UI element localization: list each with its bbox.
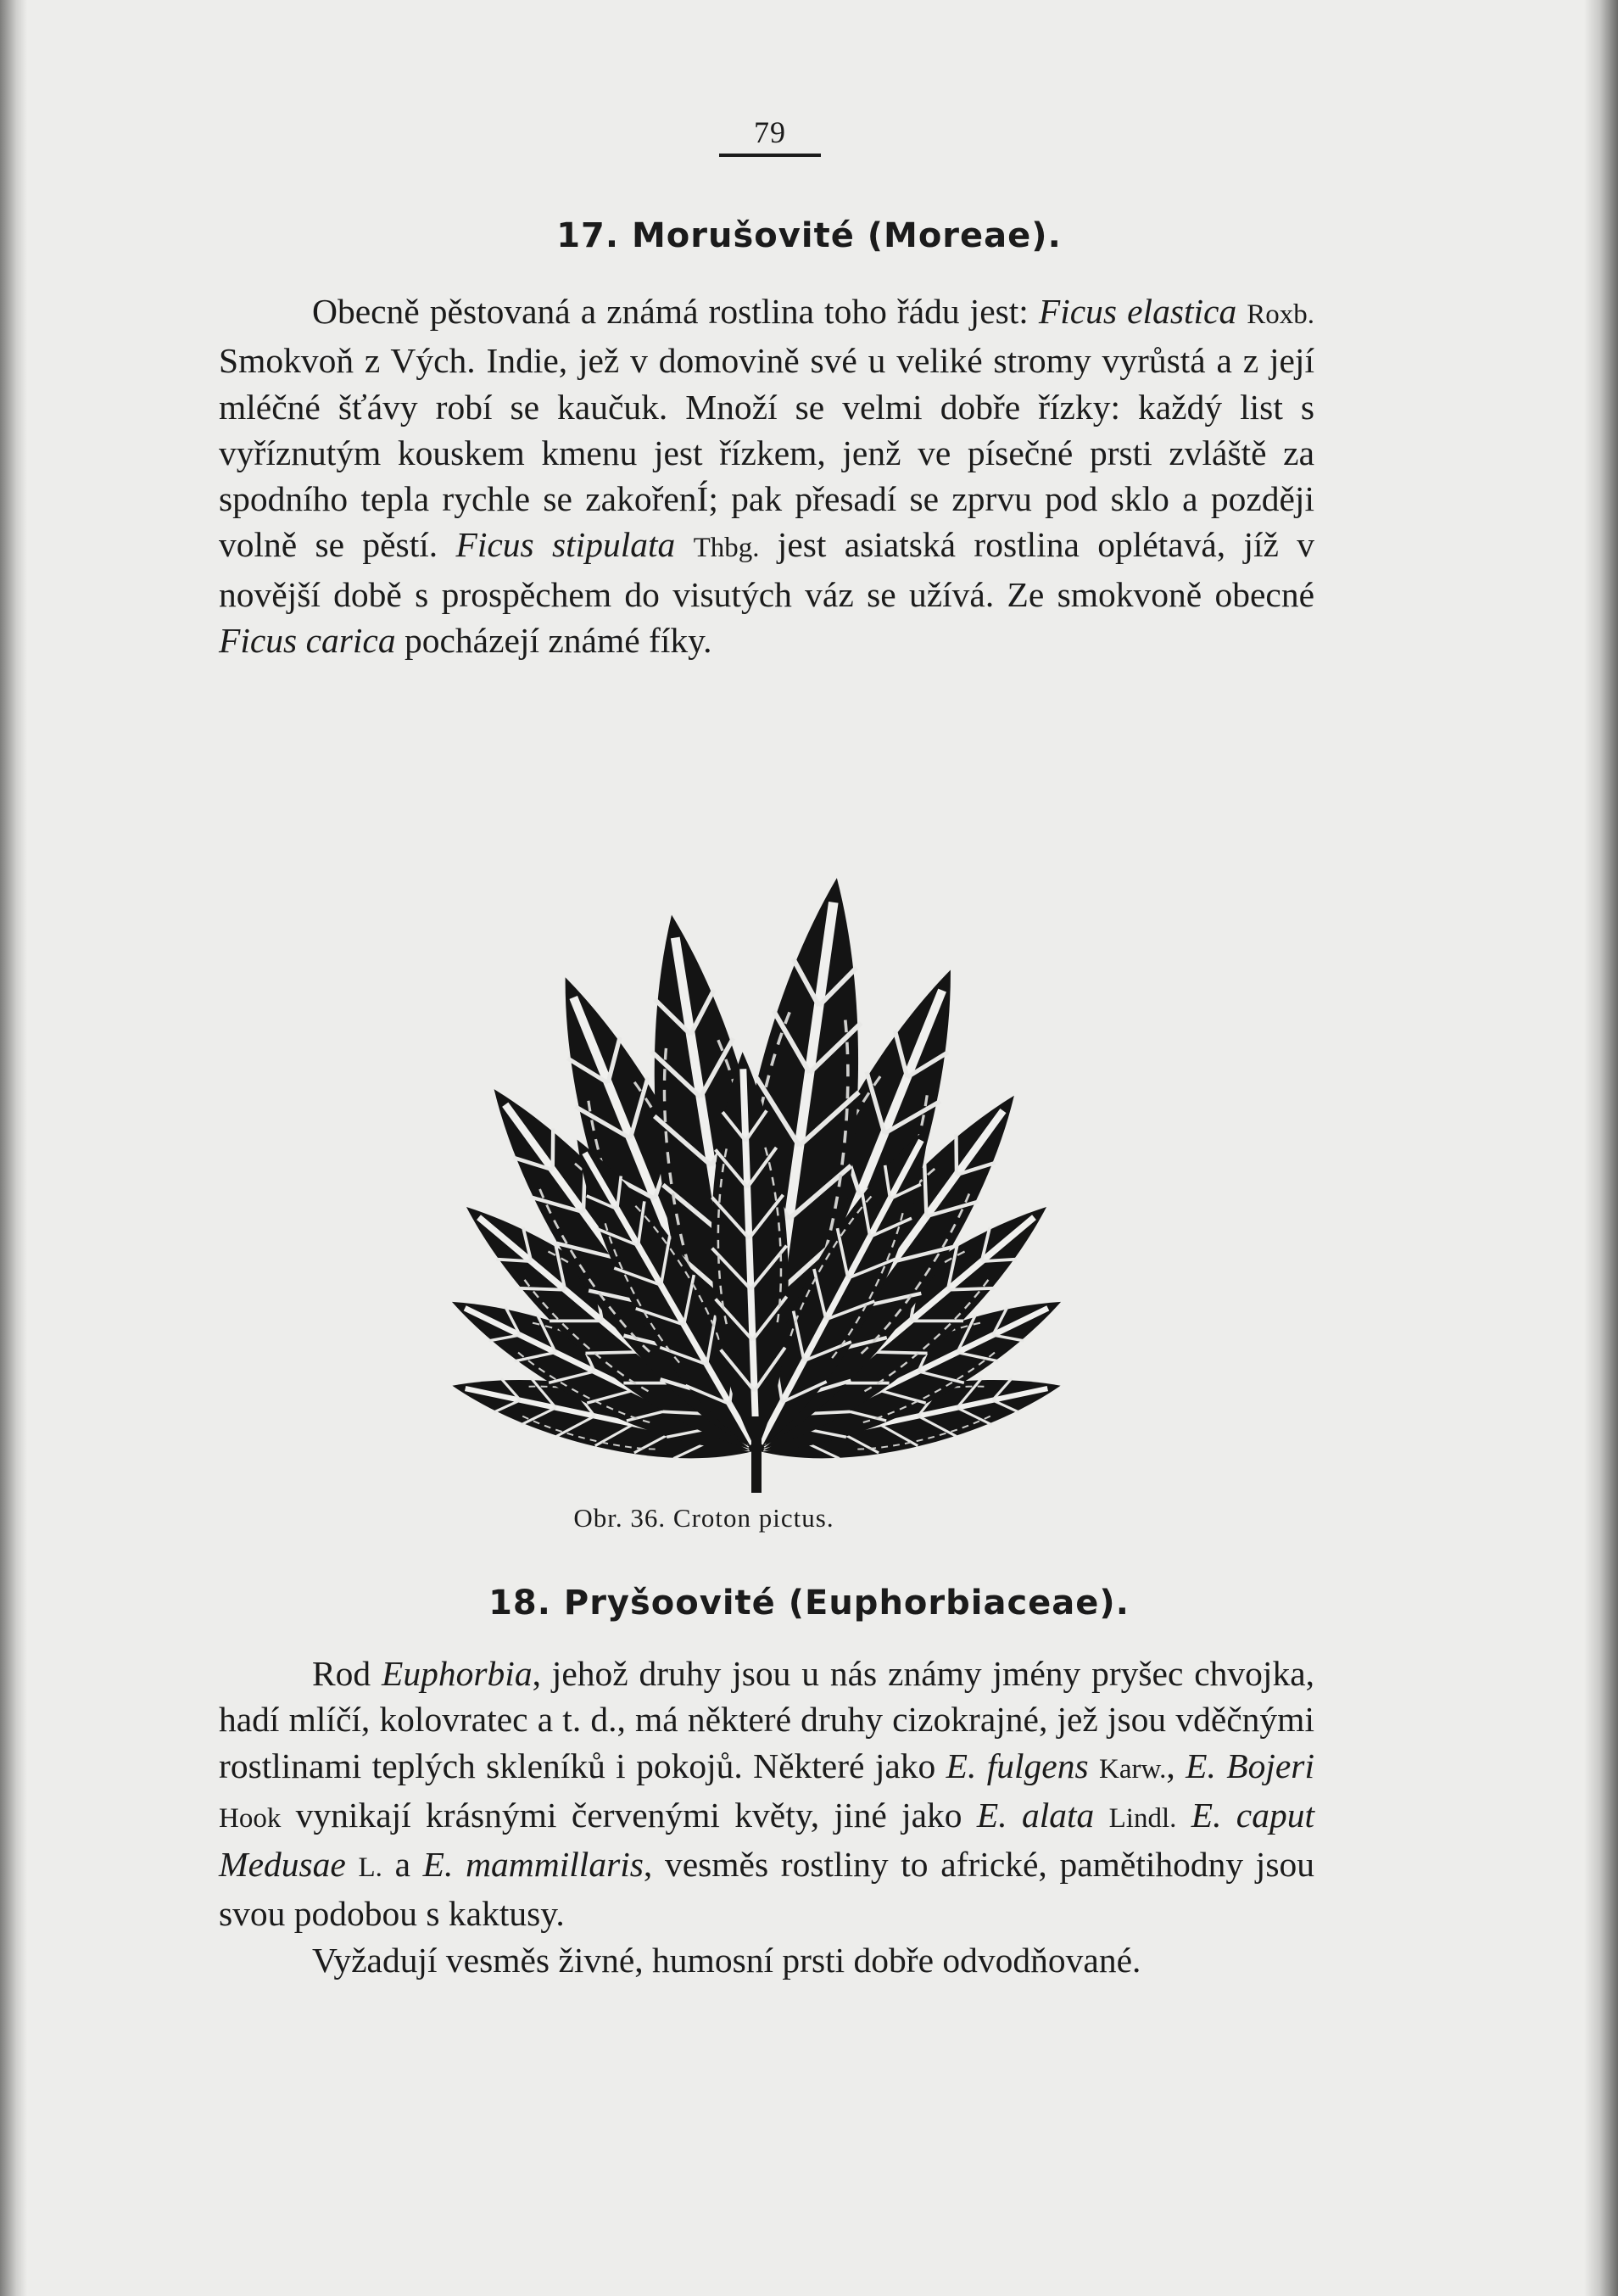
section-18-text [219, 1651, 1314, 1983]
section-18-paragraph: Rod Euphorbia, jehož druhy jsou u nás známy jmény pryšec chvojka, hadí mlíčí, kolovratec a t. d., má některé druhy cizokrajné, jež jsou vděčnými rostlinami teplých skleníků i pokojů. Některé jako E. fulgens Karw., E. Bojeri Hook vynikají krásnými červenými květy, jiné jako E. alata Lindl. E. caput Medusae L. a E. mammillaris, vesměs rostliny to africké, pamětihodny jsou svou podobou s kaktusy. [219, 1654, 1315, 1934]
species-name: Ficus elastica [1038, 292, 1237, 331]
species-name: Ficus carica [219, 621, 396, 661]
genus-name: Euphorbia [382, 1654, 533, 1693]
species-name: E. caput Medusae [219, 1795, 1314, 1885]
species-name: E. fulgens [946, 1746, 1089, 1785]
section-17-heading: 17. Morušovité (Moreae). [556, 216, 1062, 255]
species-name: Ficus stipulata [455, 525, 676, 565]
section-17-paragraph: Obecně pěstovaná a známá rostlina toho řádu jest: Ficus elastica Roxb. Smokvoň z Vých. Indie, jež v domovině své u veliké stromy vyrůstá a z její mléčné šťávy robí se kaučuk. Množí se velmi dobře řízky: každý list s vyříznutým kouskem kmenu jest řízkem, jenž ve písečné prsti zvláště za spodního tepla rychle se zakořenÍ; pak přesadí se zprvu pod sklo a později volně se pěstí. Ficus stipulata Thbg. jest asiatská rostlina oplétavá, jíž v novější době s prospěchem do visutých váz se užívá. Ze smokvoně obecné Ficus carica pocházejí známé fíky. [219, 292, 1315, 661]
page-number-rule [719, 154, 821, 157]
author-abbrev: Thbg. [693, 533, 760, 564]
figure-caption: Obr. 36. Croton pictus. [573, 1503, 834, 1533]
page-number: 79 [754, 115, 786, 149]
section-18-heading: 18. Pryšoovité (Euphorbiaceae). [488, 1584, 1130, 1623]
scan-edge-right [1584, 0, 1618, 2296]
author-abbrev: L. [358, 1852, 382, 1884]
author-abbrev: Lindl. [1108, 1802, 1177, 1834]
species-name: E. mammillaris [422, 1845, 644, 1885]
section-18-paragraph-2: Vyžadují vesměs živné, humosní prsti dobře odvodňované. [312, 1940, 1141, 1980]
species-name: E. Bojeri [1186, 1746, 1314, 1785]
section-17-text [219, 288, 1314, 663]
croton-illustration [315, 797, 1231, 1493]
author-abbrev: Karw. [1099, 1753, 1167, 1785]
author-abbrev: Roxb. [1247, 299, 1315, 330]
page-header [711, 115, 829, 157]
scan-edge-left [0, 0, 27, 2296]
species-name: E. alata [976, 1795, 1095, 1835]
author-abbrev: Hook [219, 1802, 282, 1834]
croton-leaves-drawing [315, 797, 1231, 1493]
